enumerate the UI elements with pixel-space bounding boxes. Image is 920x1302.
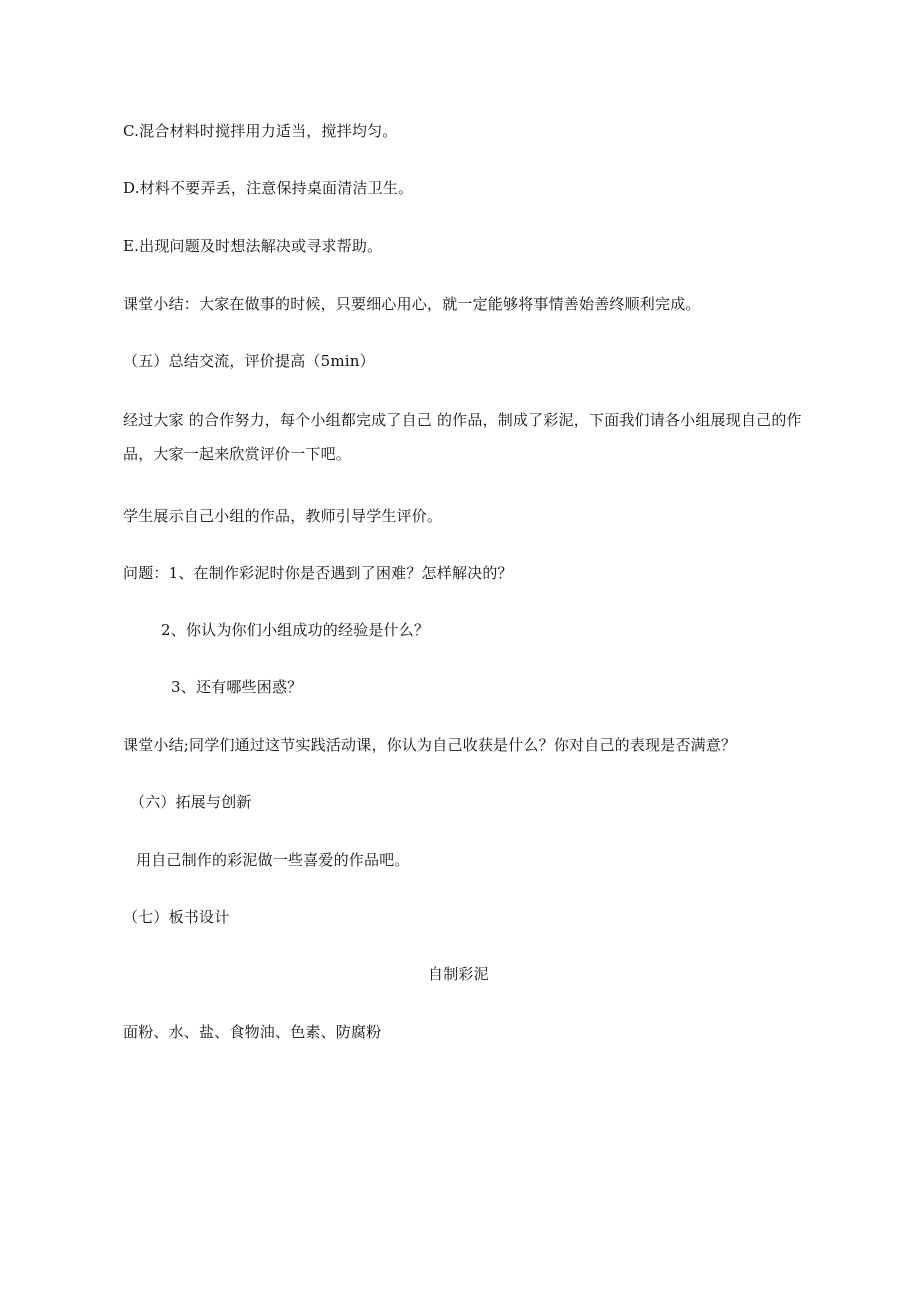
- question-2: 2、你认为你们小组成功的经验是什么？: [161, 621, 430, 639]
- section-five-heading: （五）总结交流，评价提高（5min）: [123, 352, 375, 370]
- class-summary-2: 课堂小结;同学们通过这节实践活动课，你认为自己收获是什么？你对自己的表现是否满意？: [123, 736, 737, 754]
- section-five-paragraph: 经过大家 的合作努力，每个小组都完成了自己 的作品，制成了彩泥，下面我们请各小组展现自己的作品，大家一起来欣赏评价一下吧。: [123, 411, 802, 463]
- section-six-heading: （六）拓展与创新: [130, 793, 252, 811]
- question-3: 3、还有哪些困惑？: [171, 678, 303, 696]
- step-e-text: E.出现问题及时想法解决或寻求帮助。: [123, 237, 383, 255]
- step-c-text: C.混合材料时搅拌用力适当，搅拌均匀。: [123, 122, 398, 140]
- question-1: 问题：1、在制作彩泥时你是否遇到了困难？怎样解决的？: [123, 564, 513, 582]
- materials-list: 面粉、水、盐、食物油、色素、防腐粉: [123, 1023, 382, 1041]
- board-title: 自制彩泥: [428, 965, 489, 983]
- class-summary-1: 课堂小结：大家在做事的时候，只要细心用心，就一定能够将事情善始善终顺利完成。: [123, 295, 701, 313]
- section-seven-heading: （七）板书设计: [123, 908, 230, 926]
- student-showcase-text: 学生展示自己小组的作品，教师引导学生评价。: [123, 507, 443, 525]
- step-d-text: D.材料不要弄丢，注意保持桌面清洁卫生。: [123, 179, 414, 197]
- section-six-text: 用自己制作的彩泥做一些喜爱的作品吧。: [136, 851, 410, 869]
